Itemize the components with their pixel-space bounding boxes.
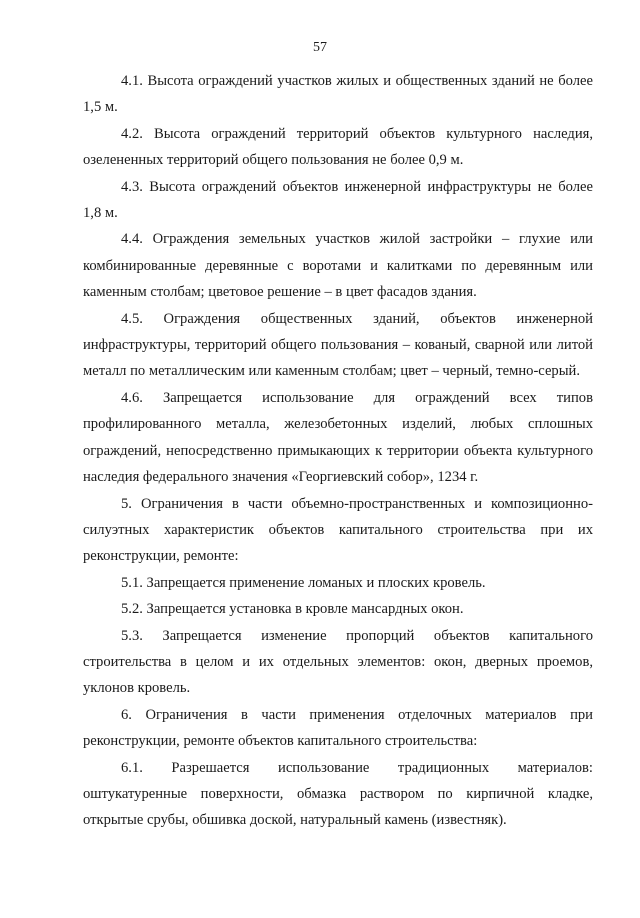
- paragraph-5-3: 5.3. Запрещается изменение пропорций объектов капитального строительства в целом и их отдельных элементов: окон, дверных проемов, уклонов кровель.: [83, 627, 593, 697]
- paragraph-5: 5. Ограничения в части объемно-пространственных и композиционно-силуэтных характеристик объектов капитального строительства при их реконструкции, ремонте:: [83, 495, 593, 565]
- paragraph-6-1: 6.1. Разрешается использование традиционных материалов: оштукатуренные поверхности, обмазка раствором по кирпичной кладке, открытые срубы, обшивка доской, натуральный камень (известняк).: [83, 759, 593, 829]
- paragraph-4-4: 4.4. Ограждения земельных участков жилой застройки – глухие или комбинированные деревянные с воротами и калитками по деревянным или каменным столбам; цветовое решение – в цвет фасадов здания.: [83, 231, 593, 301]
- paragraph-4-3: 4.3. Высота ограждений объектов инженерной инфраструктуры не более 1,8 м.: [83, 178, 593, 222]
- document-body: [83, 68, 593, 834]
- paragraph-4-6: 4.6. Запрещается использование для ограждений всех типов профилированного металла, железобетонных изделий, любых сплошных ограждений, непосредственно примыкающих к территории объекта культурного наследия федерального значения «Георгиевский собор», 1234 г.: [83, 389, 593, 486]
- paragraph-4-2: 4.2. Высота ограждений территорий объектов культурного наследия, озелененных территорий общего пользования не более 0,9 м.: [83, 125, 593, 169]
- paragraph-5-2: 5.2. Запрещается установка в кровле мансардных окон.: [121, 601, 464, 618]
- paragraph-4-5: 4.5. Ограждения общественных зданий, объектов инженерной инфраструктуры, территорий общего пользования – кованый, сварной или литой металл по металлическим или каменным столбам; цвет – черный, темно-серый.: [83, 310, 593, 380]
- paragraph-4-1: 4.1. Высота ограждений участков жилых и общественных зданий не более 1,5 м.: [83, 73, 593, 116]
- paragraph-5-1: 5.1. Запрещается применение ломаных и плоских кровель.: [121, 574, 486, 591]
- page-number: 57: [313, 40, 327, 55]
- paragraph-6: 6. Ограничения в части применения отделочных материалов при реконструкции, ремонте объектов капитального строительства:: [83, 706, 593, 750]
